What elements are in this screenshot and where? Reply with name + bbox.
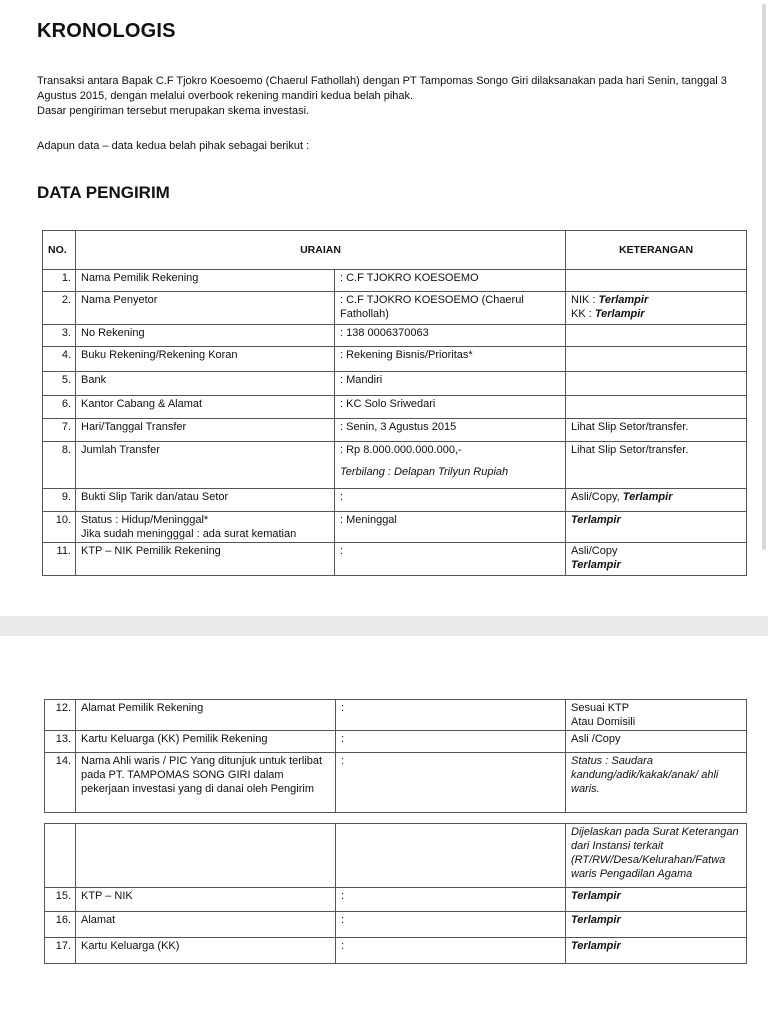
row-keterangan: Terlampir [566, 938, 747, 964]
table-row [43, 292, 747, 325]
row-label: Bukti Slip Tarik dan/atau Setor [76, 489, 335, 512]
row-label: Alamat Pemilik Rekening [76, 700, 336, 731]
heir-data-table [44, 823, 747, 964]
row-value: : Mandiri [335, 372, 566, 396]
row-label: Kantor Cabang & Alamat [76, 396, 335, 419]
row-keterangan [566, 489, 747, 512]
row-value: : C.F TJOKRO KOESOEMO [335, 270, 566, 292]
row-value [335, 442, 566, 489]
nik-status: Terlampir [598, 294, 649, 306]
row-label: KTP – NIK Pemilik Rekening [76, 543, 335, 576]
table-row [43, 419, 747, 442]
table-row [43, 489, 747, 512]
row-keterangan [566, 543, 747, 576]
row-keterangan: Terlampir [566, 512, 747, 543]
kk-label: KK : [571, 308, 595, 320]
row-no: 7. [43, 419, 76, 442]
paragraph-line-1: Transaksi antara Bapak C.F Tjokro Koesoemo (Chaerul Fathollah) dengan PT Tampomas Songo Giri dilaksanakan pada hari Senin, tanggal 3 Agustus 2015, dengan melalui overbook rekening mandiri kedua belah pihak. [37, 75, 727, 102]
amount-in-words: Terbilang : Delapan Trilyun Rupiah [340, 466, 509, 478]
row-no: 6. [43, 396, 76, 419]
status-label: Status : Hidup/Meninggal* [81, 514, 209, 526]
table-row [43, 396, 747, 419]
ket-text: Asli/Copy, [571, 491, 623, 503]
row-value: : Meninggal [335, 512, 566, 543]
row-keterangan [566, 325, 747, 347]
table-row [43, 442, 747, 489]
row-value: : Rekening Bisnis/Prioritas* [335, 347, 566, 372]
row-value: : [336, 731, 566, 753]
row-value: : [335, 543, 566, 576]
ket-text: Asli/Copy [571, 545, 618, 557]
table-row [45, 938, 747, 964]
status-note: Jika sudah meningggal : ada surat kematian [81, 528, 297, 540]
table-row [43, 512, 747, 543]
row-label: Bank [76, 372, 335, 396]
sender-data-table [42, 230, 747, 576]
intro-paragraph [37, 74, 747, 119]
row-keterangan: Lihat Slip Setor/transfer. [566, 419, 747, 442]
row-no: 16. [45, 912, 76, 938]
header-no: NO. [43, 231, 76, 270]
row-label: Alamat [76, 912, 336, 938]
row-keterangan: Lihat Slip Setor/transfer. [566, 442, 747, 489]
ket-status: Terlampir [571, 559, 621, 571]
table-row [45, 753, 747, 813]
table-row [43, 372, 747, 396]
row-no: 8. [43, 442, 76, 489]
scrollbar[interactable] [762, 4, 766, 550]
ket-status: Terlampir [622, 491, 673, 503]
row-no: 10. [43, 512, 76, 543]
row-no: 12. [45, 700, 76, 731]
row-label: No Rekening [76, 325, 335, 347]
table-row [43, 325, 747, 347]
header-uraian: URAIAN [76, 231, 566, 270]
row-value: : Senin, 3 Agustus 2015 [335, 419, 566, 442]
row-no: 1. [43, 270, 76, 292]
row-no: 11. [43, 543, 76, 576]
row-value: : [336, 700, 566, 731]
row-no: 15. [45, 888, 76, 912]
row-label: Nama Penyetor [76, 292, 335, 325]
row-value: : 138 0006370063 [335, 325, 566, 347]
row-no: 17. [45, 938, 76, 964]
heir-note: Dijelaskan pada Surat Keterangan dari Instansi terkait (RT/RW/Desa/Kelurahan/Fatwa waris Pengadilan Agama [566, 824, 747, 888]
sender-data-table-continued [44, 699, 747, 813]
row-label: Kartu Keluarga (KK) [76, 938, 336, 964]
amount-value: : Rp 8.000.000.000.000,- [340, 444, 462, 456]
row-no [45, 824, 76, 888]
header-keterangan: KETERANGAN [566, 231, 747, 270]
row-keterangan [566, 396, 747, 419]
row-keterangan: Terlampir [566, 912, 747, 938]
row-value: : [336, 753, 566, 813]
paragraph-line-2: Dasar pengiriman tersebut merupakan skema investasi. [37, 105, 310, 117]
table-row [45, 912, 747, 938]
table-row [43, 347, 747, 372]
row-no: 3. [43, 325, 76, 347]
row-value: : [336, 888, 566, 912]
row-value [336, 824, 566, 888]
nik-label: NIK : [571, 294, 599, 306]
row-no: 13. [45, 731, 76, 753]
row-no: 9. [43, 489, 76, 512]
row-label: Nama Ahli waris / PIC Yang ditunjuk untuk terlibat pada PT. TAMPOMAS SONG GIRI dalam pekerjaan investasi yang di danai oleh Pengirim [76, 753, 336, 813]
row-keterangan: Asli /Copy [566, 731, 747, 753]
row-no: 5. [43, 372, 76, 396]
row-keterangan [566, 270, 747, 292]
row-label: Buku Rekening/Rekening Koran [76, 347, 335, 372]
kk-status: Terlampir [594, 308, 645, 320]
row-no: 4. [43, 347, 76, 372]
row-label: Jumlah Transfer [76, 442, 335, 489]
row-label [76, 824, 336, 888]
row-keterangan [566, 372, 747, 396]
row-keterangan [566, 347, 747, 372]
page-title: KRONOLOGIS [37, 20, 176, 42]
row-label: KTP – NIK [76, 888, 336, 912]
row-value: : [335, 489, 566, 512]
ket-text-2: Atau Domisili [571, 716, 636, 728]
row-label: Kartu Keluarga (KK) Pemilik Rekening [76, 731, 336, 753]
intro-text: Adapun data – data kedua belah pihak sebagai berikut : [37, 140, 310, 152]
row-value: : KC Solo Sriwedari [335, 396, 566, 419]
row-label [76, 512, 335, 543]
row-keterangan [566, 292, 747, 325]
row-value: : C.F TJOKRO KOESOEMO (Chaerul Fathollah) [335, 292, 566, 325]
row-keterangan [566, 700, 747, 731]
row-value: : [336, 938, 566, 964]
table-row [43, 270, 747, 292]
ket-text: Sesuai KTP [571, 702, 630, 714]
document-page-2 [0, 636, 768, 1024]
row-no: 14. [45, 753, 76, 813]
row-no: 2. [43, 292, 76, 325]
section-title: DATA PENGIRIM [37, 183, 170, 202]
table-row [43, 543, 747, 576]
table-row [45, 824, 747, 888]
table-row [45, 731, 747, 753]
row-keterangan: Terlampir [566, 888, 747, 912]
row-label: Nama Pemilik Rekening [76, 270, 335, 292]
row-value: : [336, 912, 566, 938]
row-label: Hari/Tanggal Transfer [76, 419, 335, 442]
table-row [45, 888, 747, 912]
table-row [45, 700, 747, 731]
row-keterangan: Status : Saudara kandung/adik/kakak/anak/ ahli waris. [566, 753, 747, 813]
